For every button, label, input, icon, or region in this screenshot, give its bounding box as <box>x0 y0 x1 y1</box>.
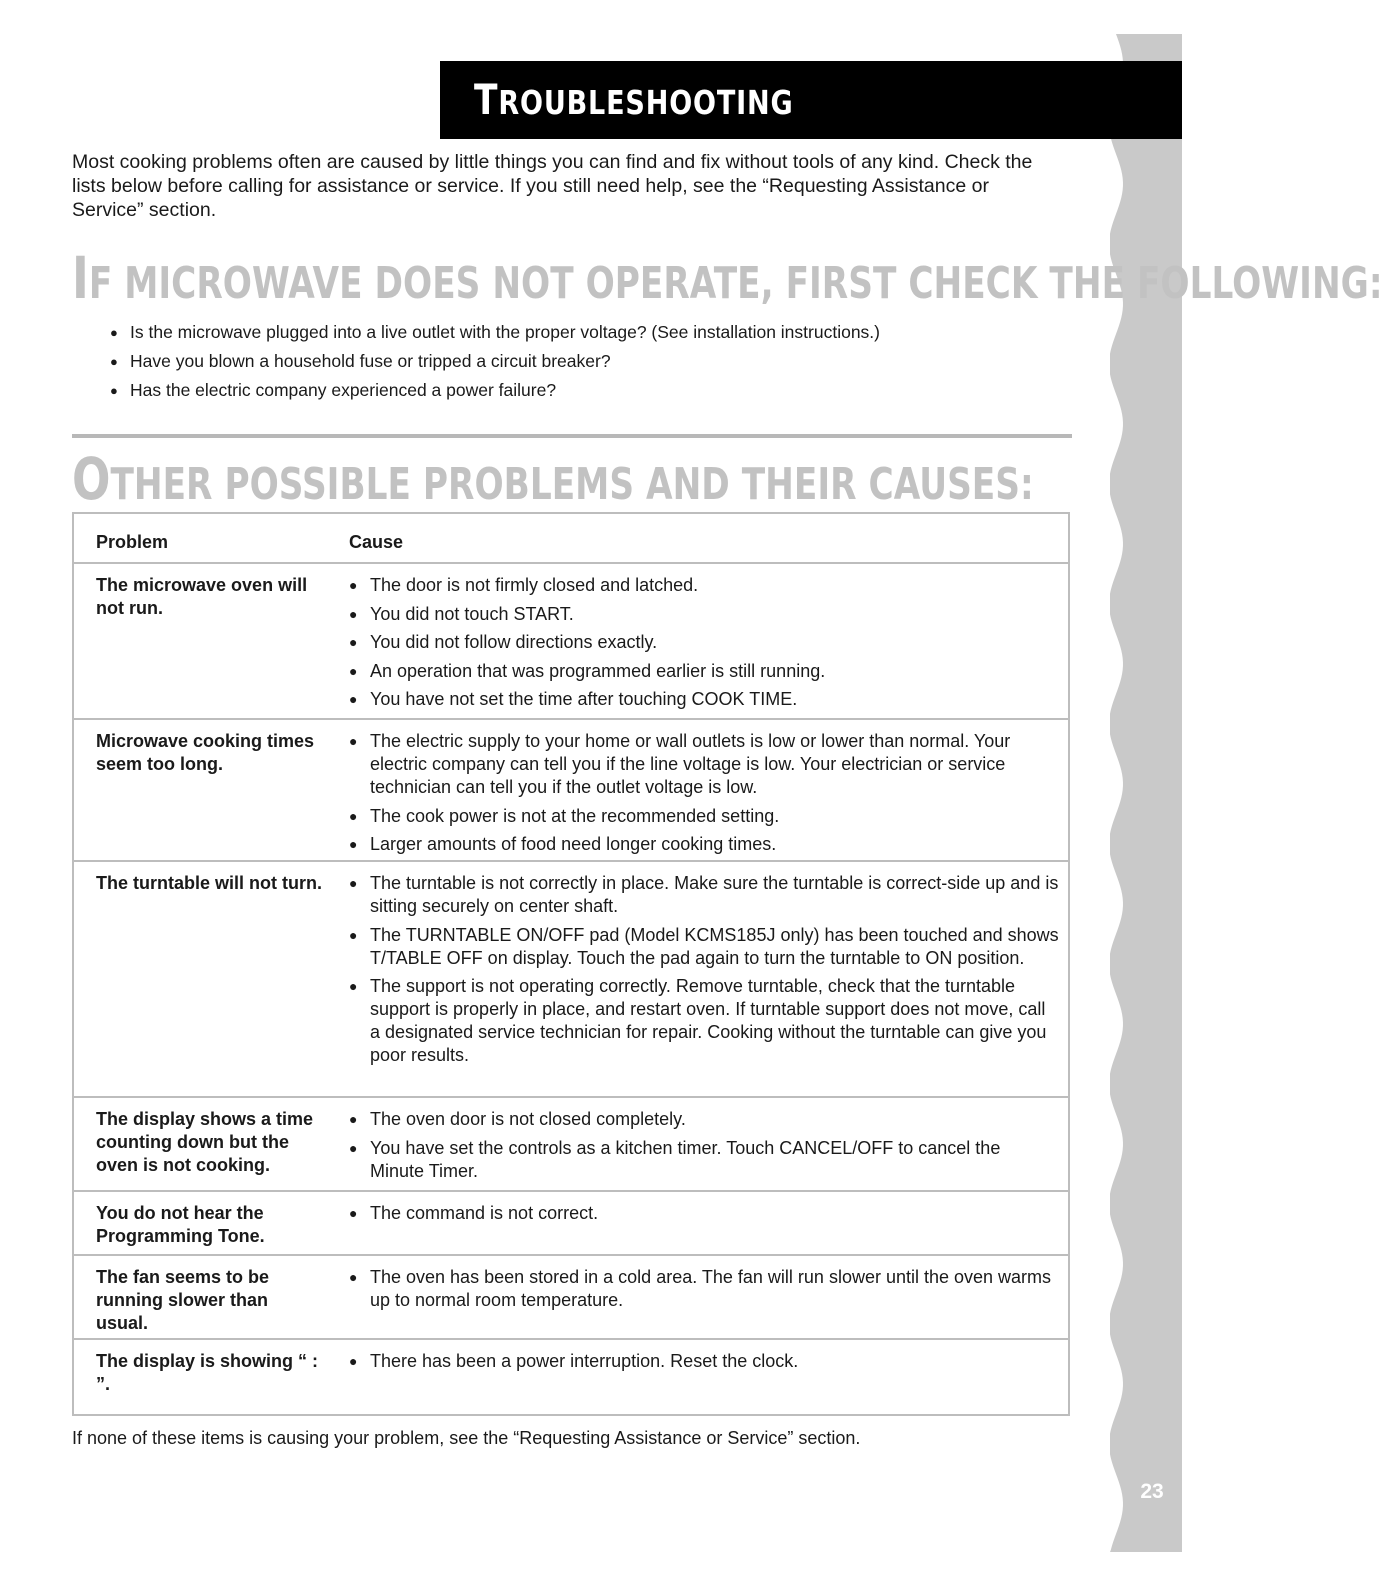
list-item: ● Have you blown a household fuse or tripped a circuit breaker? <box>110 347 880 376</box>
cause-list <box>349 574 1059 717</box>
cause-item: ● An operation that was programmed earlier is still running. <box>349 660 1059 683</box>
cause-item: ● The turntable is not correctly in place. Make sure the turntable is correct-side up and is sitting securely on center shaft. <box>349 872 1059 918</box>
cause-item: ● You did not follow directions exactly. <box>349 631 1059 654</box>
problem-cell: The turntable will not turn. <box>96 873 322 893</box>
cause-item: ● Larger amounts of food need longer cooking times. <box>349 833 1059 856</box>
cause-list <box>349 872 1059 1073</box>
table-row <box>74 1256 1068 1340</box>
list-item: ● Has the electric company experienced a power failure? <box>110 376 880 405</box>
cause-item: ● You did not touch START. <box>349 603 1059 626</box>
cause-list <box>349 730 1059 862</box>
table-row <box>74 1098 1068 1192</box>
problem-cell: The microwave oven will not run. <box>96 575 308 618</box>
first-check-heading: IF MICROWAVE DOES NOT OPERATE, FIRST CHECK THE FOLLOWING: <box>72 244 1383 312</box>
column-header-problem: Problem <box>96 532 169 552</box>
table-row <box>74 1340 1068 1414</box>
table-row <box>74 720 1068 862</box>
cause-list <box>349 1266 1059 1318</box>
cause-item: ● The door is not firmly closed and latched. <box>349 574 1059 597</box>
cause-item: ● The oven has been stored in a cold area. The fan will run slower until the oven warms up to normal room temperature. <box>349 1266 1059 1312</box>
cause-list <box>349 1350 1059 1379</box>
problem-cell: The display is showing “ : ”. <box>96 1351 319 1394</box>
page-title: TROUBLESHOOTING <box>474 75 794 124</box>
troubleshooting-table <box>72 512 1070 1416</box>
problem-cell: The fan seems to be running slower than usual. <box>96 1267 270 1333</box>
table-row <box>74 1192 1068 1256</box>
table-row <box>74 862 1068 1098</box>
cause-item: ● The oven door is not closed completely. <box>349 1108 1059 1131</box>
cause-item: ● The TURNTABLE ON/OFF pad (Model KCMS185J only) has been touched and shows T/TABLE OFF on display. Touch the pad again to turn the turntable to ON position. <box>349 924 1059 970</box>
intro-paragraph: Most cooking problems often are caused by little things you can find and fix without tools of any kind. Check the lists below before calling for assistance or service. If you still need help, see the “Requesting Assistance or Service” section. <box>72 151 1033 221</box>
table-row <box>74 564 1068 720</box>
table-body <box>74 564 1068 1414</box>
cause-item: ● You have not set the time after touching COOK TIME. <box>349 688 1059 711</box>
footer-note: If none of these items is causing your problem, see the “Requesting Assistance or Service” section. <box>72 1428 861 1448</box>
list-item: ● Is the microwave plugged into a live outlet with the proper voltage? (See installation instructions.) <box>110 318 880 347</box>
cause-item: ● The cook power is not at the recommended setting. <box>349 805 1059 828</box>
section-divider <box>72 434 1072 438</box>
cause-list <box>349 1202 1059 1231</box>
cause-list <box>349 1108 1059 1188</box>
table-header-row <box>74 514 1068 564</box>
column-header-cause: Cause <box>349 532 404 552</box>
cause-item: ● The support is not operating correctly. Remove turntable, check that the turntable support is properly in place, and restart oven. If turntable support does not move, call a designated service technician for repair. Cooking without the turntable can give you poor results. <box>349 975 1059 1067</box>
title-bar <box>440 61 1182 139</box>
cause-item: ● The electric supply to your home or wall outlets is low or lower than normal. Your electric company can tell you if the line voltage is low. Your electrician or service technician can tell you if the outlet voltage is low. <box>349 730 1059 799</box>
page-number: 23 <box>1140 1480 1164 1503</box>
cause-item: ● You have set the controls as a kitchen timer. Touch CANCEL/OFF to cancel the Minute Timer. <box>349 1137 1059 1183</box>
cause-item: ● There has been a power interruption. Reset the clock. <box>349 1350 1059 1373</box>
problem-cell: The display shows a time counting down but the oven is not cooking. <box>96 1109 314 1175</box>
first-check-list <box>110 318 880 405</box>
problem-cell: You do not hear the Programming Tone. <box>96 1203 265 1246</box>
other-problems-heading: OTHER POSSIBLE PROBLEMS AND THEIR CAUSES: <box>72 445 1034 513</box>
cause-item: ● The command is not correct. <box>349 1202 1059 1225</box>
problem-cell: Microwave cooking times seem too long. <box>96 731 315 774</box>
